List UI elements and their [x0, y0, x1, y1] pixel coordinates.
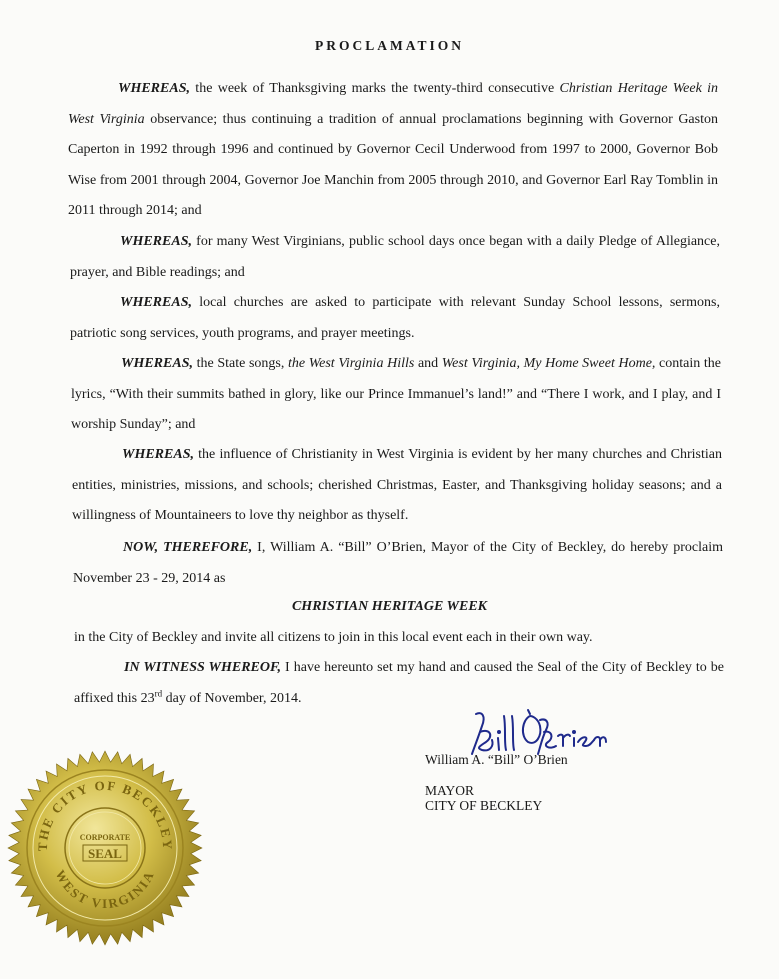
italic-text: West Virginia, My Home Sweet Home,	[441, 356, 656, 371]
superscript: rd	[154, 687, 163, 698]
italic-text: the West Virginia Hills	[288, 356, 415, 371]
seal-bottom-text: WEST VIRGINIA	[52, 867, 158, 912]
text: the State songs,	[192, 356, 289, 371]
lead-word: WHEREAS,	[118, 81, 190, 96]
seal-center-top: CORPORATE	[79, 833, 131, 842]
seal-center-main: SEAL	[88, 846, 122, 861]
italic-text: Christian Heritage Week in West Virginia	[68, 81, 719, 127]
signatory-org: CITY OF BECKLEY	[425, 798, 543, 813]
lead-word: WHEREAS,	[120, 295, 192, 310]
lead-word: WHEREAS,	[122, 447, 194, 462]
seal-ring-text: THE CITY OF BECKLEY	[34, 777, 176, 852]
page-title: PROCLAMATION	[315, 38, 464, 53]
text: contain the lyrics, “With their summits bathed in glory, like our Prince Immanuel’s land!” and “There I work, and I play, and I worship Sunday”; and	[71, 356, 722, 432]
lead-word: IN WITNESS WHEREOF,	[124, 660, 282, 675]
text: in the City of Beckley and invite all citizens to join in this local event each in their own way.	[74, 630, 593, 645]
lead-word: WHEREAS,	[120, 234, 192, 249]
event-heading: CHRISTIAN HERITAGE WEEK	[291, 599, 488, 614]
text: the week of Thanksgiving marks the twenty-third consecutive	[189, 81, 560, 96]
text: I, William A. “Bill” O’Brien, Mayor of the City of Beckley, do hereby proclaim November 23 - 29, 2014 as	[73, 540, 723, 586]
text: local churches are asked to participate with relevant Sunday School lessons, sermons, patriotic song services, youth programs, and prayer meetings.	[70, 295, 720, 341]
whereas-paragraph-2	[70, 227, 720, 288]
text: I have hereunto set my hand and caused the Seal of the City of Beckley to be affixed this 23	[74, 660, 724, 706]
text: for many West Virginians, public school days once began with a daily Pledge of Allegiance, prayer, and Bible readings; and	[70, 234, 720, 280]
lead-word: NOW, THEREFORE,	[123, 540, 253, 555]
text: day of November, 2014.	[162, 690, 302, 706]
lead-word: WHEREAS,	[121, 356, 193, 371]
city-seal	[5, 748, 205, 948]
whereas-paragraph-1	[68, 74, 718, 227]
whereas-paragraph-3	[70, 288, 720, 349]
invitation-paragraph	[74, 623, 724, 654]
witness-paragraph	[74, 653, 724, 714]
text: and	[414, 356, 442, 371]
signatory-name: William A. “Bill” O’Brien	[425, 752, 568, 767]
whereas-paragraph-4	[71, 349, 721, 441]
whereas-paragraph-5	[72, 440, 722, 532]
signatory-role: MAYOR	[425, 783, 475, 798]
therefore-paragraph	[73, 533, 723, 594]
text: observance; thus continuing a tradition of annual proclamations beginning with Governor Gaston Caperton in 1992 through 1996 and continued by Governor Cecil Underwood from 1997 to 2000, Governor Bob Wise from 2001 through 2004, Governor Joe Manchin from 2005 through 2010, and Governor Earl Ray Tomblin in 2011 through 2014; and	[68, 111, 718, 218]
text: the influence of Christianity in West Virginia is evident by her many churches and Christian entities, ministries, missions, and schools; cherished Christmas, Easter, and Thanksgiving holiday seasons; and a willingness of Mountaineers to love thy neighbor as thyself.	[72, 447, 722, 523]
